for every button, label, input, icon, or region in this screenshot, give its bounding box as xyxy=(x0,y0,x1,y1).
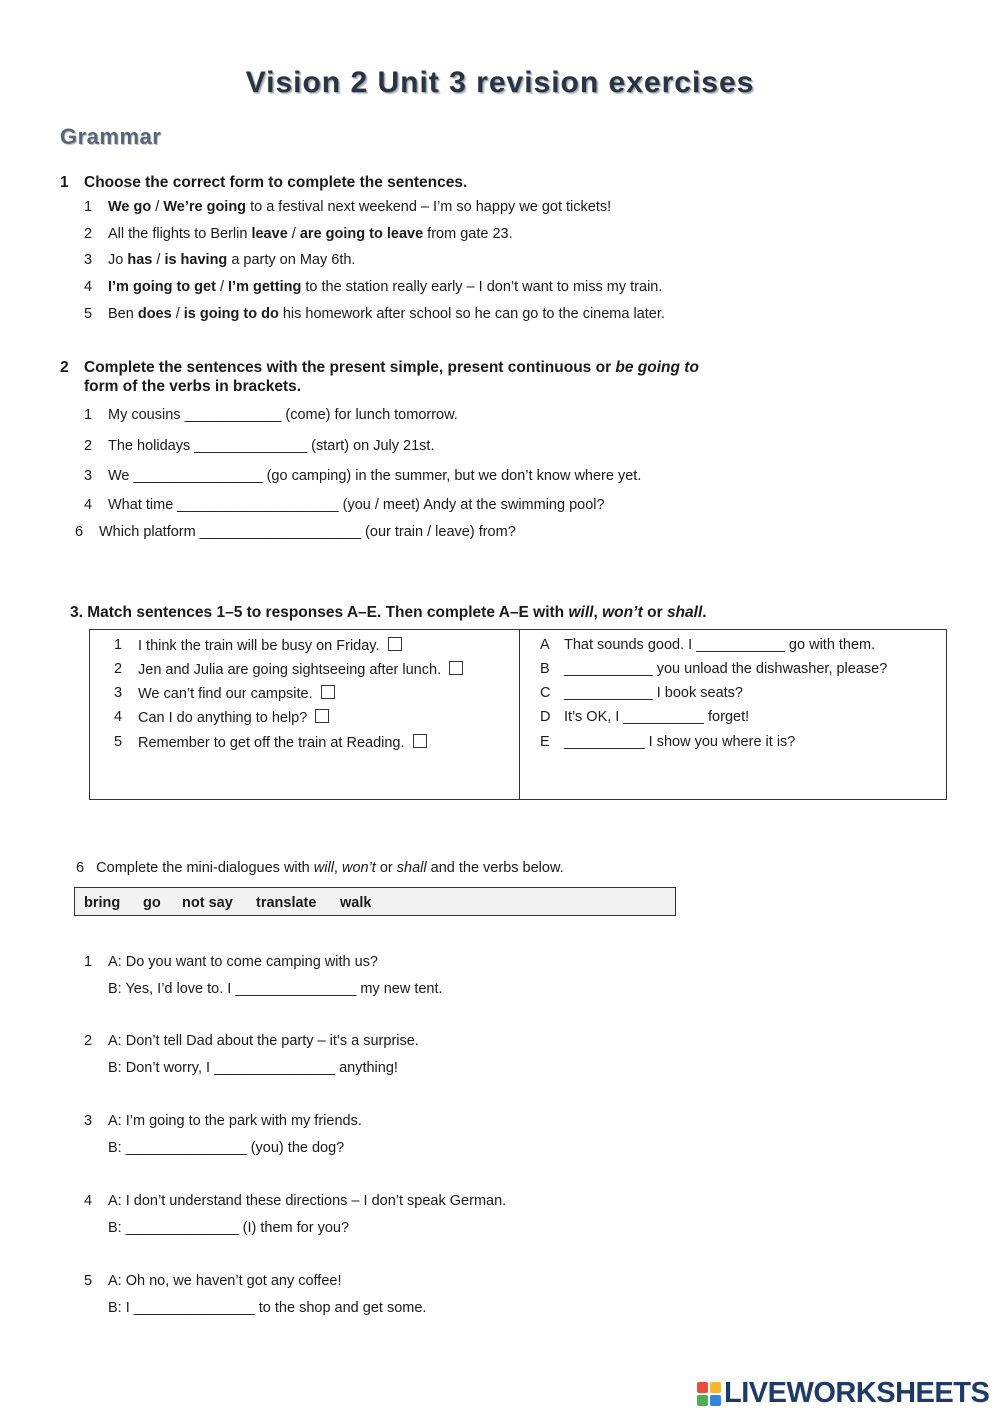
item-number: 5 xyxy=(84,1273,93,1289)
answer-checkbox[interactable] xyxy=(315,709,329,723)
dialogue xyxy=(84,1033,884,1083)
dialogue-line-b[interactable]: B: ______________ (I) them for you? xyxy=(108,1220,350,1236)
answer-blank[interactable]: ________________ xyxy=(133,468,263,484)
item-number: 1 xyxy=(84,407,93,423)
dialogue-line-a: A: Oh no, we haven’t got any coffee! xyxy=(108,1273,342,1289)
dialogue-line-a: A: I’m going to the park with my friends. xyxy=(108,1113,362,1129)
dialogue-line-a: A: Do you want to come camping with us? xyxy=(108,954,378,970)
dialogue-line-a: A: I don’t understand these directions – I don’t speak German. xyxy=(108,1193,507,1209)
option-b[interactable]: We’re going xyxy=(163,199,247,215)
answer-checkbox[interactable] xyxy=(449,661,463,675)
dialogue-line-a: A: Don’t tell Dad about the party – it’s a surprise. xyxy=(108,1033,419,1049)
item-number: 1 xyxy=(84,199,93,215)
item-text: ___________ you unload the dishwasher, please? xyxy=(564,661,888,677)
answer-checkbox[interactable] xyxy=(388,637,402,651)
word-chip: bring xyxy=(84,895,121,911)
exercise-number: 2 xyxy=(60,359,69,376)
word-chip: not say xyxy=(182,895,233,911)
logo-square xyxy=(697,1395,708,1406)
option-a[interactable]: I’m going to get xyxy=(108,279,216,295)
item-number: 3 xyxy=(84,468,93,484)
item-letter: A xyxy=(540,637,550,653)
item-number: 3 xyxy=(84,252,93,268)
item-text: That sounds good. I ___________ go with them. xyxy=(564,637,876,653)
item-number: 3 xyxy=(84,1113,93,1129)
option-b[interactable]: is going to do xyxy=(183,306,279,322)
item-text: What time ____________________ (you / meet) Andy at the swimming pool? xyxy=(108,497,605,513)
item-letter: B xyxy=(540,661,550,677)
answer-checkbox[interactable] xyxy=(321,685,335,699)
dialogue xyxy=(84,954,884,1004)
item-text: My cousins ____________ (come) for lunch tomorrow. xyxy=(108,407,458,423)
dialogue-line-b[interactable]: B: _______________ (you) the dog? xyxy=(108,1140,345,1156)
item-text: I think the train will be busy on Friday. xyxy=(138,637,402,654)
item-number: 5 xyxy=(84,306,93,322)
item-text: The holidays ______________ (start) on July 21st. xyxy=(108,438,435,454)
item-text: I’m going to get / I’m getting to the station really early – I don’t want to miss my train. xyxy=(108,279,663,295)
exercise-3-heading: 3. Match sentences 1–5 to responses A–E. Then complete A–E with will, won’t or shall. xyxy=(70,604,707,621)
item-text: Ben does / is going to do his homework after school so he can go to the cinema later. xyxy=(108,306,665,322)
item-number: 6 xyxy=(75,524,84,540)
dialogue-line-b[interactable]: B: Don’t worry, I _______________ anything! xyxy=(108,1060,398,1076)
answer-blank[interactable]: ______________ xyxy=(194,438,308,454)
item-number: 2 xyxy=(84,1033,93,1049)
option-a[interactable]: does xyxy=(137,306,172,322)
logo-square xyxy=(697,1382,708,1393)
item-number: 5 xyxy=(114,734,123,750)
item-number: 2 xyxy=(84,226,93,242)
dialogue-line-b[interactable]: B: I _______________ to the shop and get some. xyxy=(108,1300,427,1316)
item-text: We can’t find our campsite. xyxy=(138,685,335,702)
item-text: Jo has / is having a party on May 6th. xyxy=(108,252,356,268)
item-text: It’s OK, I __________ forget! xyxy=(564,709,750,725)
answer-blank[interactable]: ____________________ xyxy=(177,497,339,513)
dialogue xyxy=(84,1113,884,1163)
option-a[interactable]: leave xyxy=(251,226,288,242)
word-chip: walk xyxy=(340,895,372,911)
item-number: 4 xyxy=(84,1193,93,1209)
item-text: We go / We’re going to a festival next weekend – I’m so happy we got tickets! xyxy=(108,199,612,215)
logo-square xyxy=(710,1395,721,1406)
exercise-instructions: Complete the sentences with the present simple, present continuous or be going to xyxy=(84,359,699,376)
word-box xyxy=(74,887,676,916)
item-text: Which platform ____________________ (our train / leave) from? xyxy=(99,524,516,540)
item-number: 1 xyxy=(114,637,123,653)
item-number: 4 xyxy=(84,497,93,513)
exercise-instructions: Choose the correct form to complete the sentences. xyxy=(84,174,468,191)
item-number: 2 xyxy=(114,661,123,677)
dialogue xyxy=(84,1193,884,1243)
option-a[interactable]: We go xyxy=(108,199,152,215)
option-a[interactable]: has xyxy=(127,252,153,268)
item-text: All the flights to Berlin leave / are going to leave from gate 23. xyxy=(108,226,513,242)
option-b[interactable]: is having xyxy=(164,252,228,268)
word-chip: translate xyxy=(256,895,317,911)
item-text: ___________ I book seats? xyxy=(564,685,743,701)
item-number: 1 xyxy=(84,954,93,970)
table-divider xyxy=(519,630,520,799)
item-letter: E xyxy=(540,734,550,750)
section-heading-grammar: Grammar xyxy=(60,124,162,149)
item-number: 4 xyxy=(84,279,93,295)
item-text: We ________________ (go camping) in the summer, but we don’t know where yet. xyxy=(108,468,642,484)
item-letter: D xyxy=(540,709,551,725)
item-text: Can I do anything to help? xyxy=(138,709,329,726)
item-number: 2 xyxy=(84,438,93,454)
logo-square xyxy=(710,1382,721,1393)
exercise-instructions-line-2: form of the verbs in brackets. xyxy=(84,378,302,395)
answer-blank[interactable]: ____________________ xyxy=(199,524,362,540)
matching-table xyxy=(89,629,947,800)
exercise-6-heading: 6 Complete the mini-dialogues with will, won’t or shall and the verbs below. xyxy=(76,860,564,876)
item-text: Jen and Julia are going sightseeing after lunch. xyxy=(138,661,463,678)
item-number: 3 xyxy=(114,685,123,701)
answer-blank[interactable]: ____________ xyxy=(184,407,282,423)
option-b[interactable]: I’m getting xyxy=(228,279,302,295)
liveworksheets-logo xyxy=(697,1377,993,1411)
dialogue-line-b[interactable]: B: Yes, I’d love to. I _______________ my new tent. xyxy=(108,981,443,997)
item-number: 4 xyxy=(114,709,123,725)
item-text: Remember to get off the train at Reading. xyxy=(138,734,427,751)
exercise-number: 1 xyxy=(60,174,69,191)
page-title: Vision 2 Unit 3 revision exercises xyxy=(245,66,755,99)
answer-checkbox[interactable] xyxy=(413,734,427,748)
option-b[interactable]: are going to leave xyxy=(299,226,424,242)
logo-text: LIVEWORKSHEETS xyxy=(724,1377,990,1409)
word-chip: go xyxy=(143,895,161,911)
dialogue xyxy=(84,1273,884,1323)
item-text: __________ I show you where it is? xyxy=(564,734,796,750)
logo-icon xyxy=(697,1382,721,1406)
item-letter: C xyxy=(540,685,551,701)
